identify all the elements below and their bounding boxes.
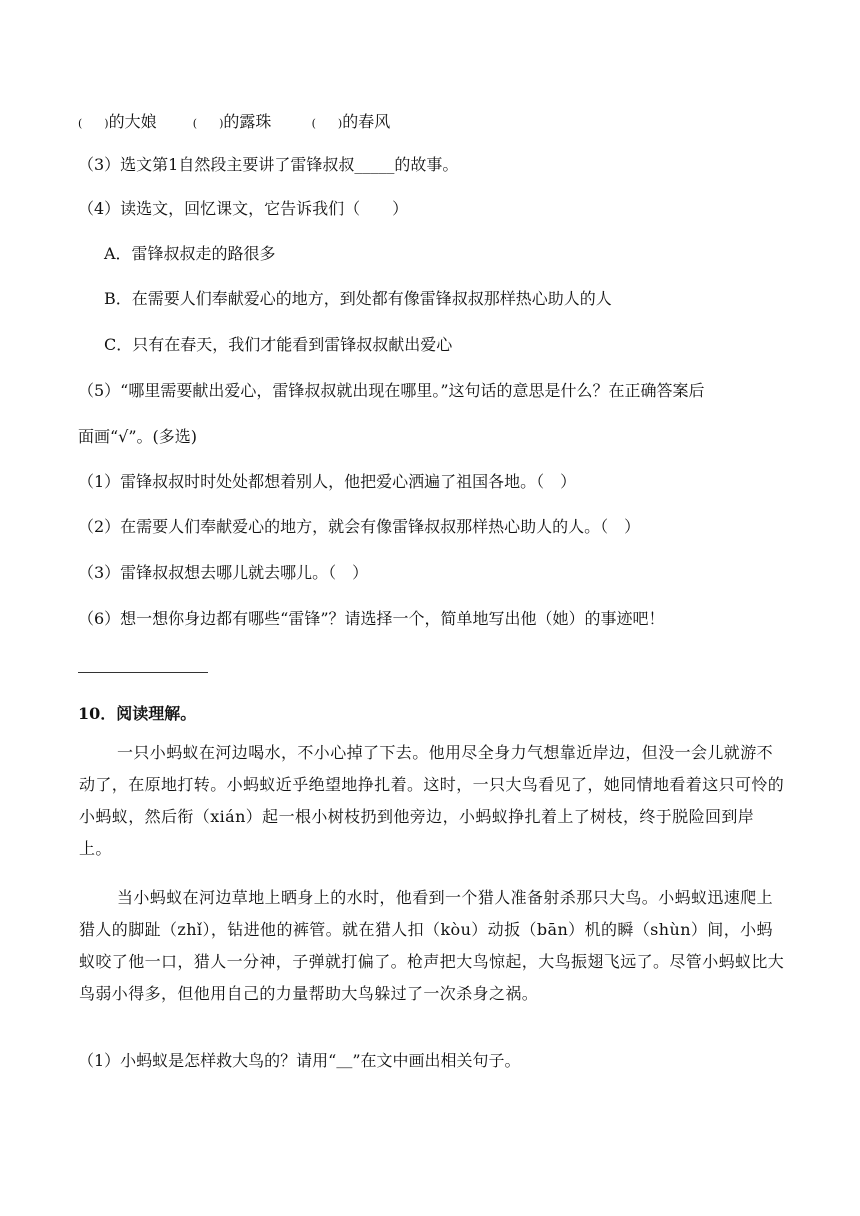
blank-3[interactable]: ( ) <box>311 117 343 130</box>
fill-in-row <box>78 111 390 135</box>
question-6: （6）想一想你身边都有哪些“雷锋”？请选择一个，简单地写出他（她）的事迹吧！ <box>78 609 665 628</box>
section-10-title: 10．阅读理解。 <box>78 704 197 723</box>
blank-2[interactable]: ( ) <box>192 117 224 130</box>
question-4: （4）读选文，回忆课文，它告诉我们（ ） <box>78 199 409 218</box>
q5-item-3[interactable]: （3）雷锋叔叔想去哪儿就去哪儿。（ ） <box>78 563 369 582</box>
section-10-question-1: （1）小蚂蚁是怎样救大鸟的？请用“＿”在文中画出相关句子。 <box>78 1051 521 1070</box>
blank-1[interactable]: ( ) <box>78 117 109 130</box>
question-5-line-2: 面画“√”。(多选) <box>78 427 198 446</box>
passage-paragraph-1: 一只小蚂蚁在河边喝水，不小心掉了下去。他用尽全身力气想靠近岸边，但没一会儿就游不动了，在原地打转。小蚂蚁近乎绝望地挣扎着。这时，一只大鸟看见了，她同情地看着这只可怜的小蚂蚁，然后衔（xián）起一根小树枝扔到他旁边，小蚂蚁挣扎着上了树枝，终于脱险回到岸上。 <box>79 743 785 858</box>
q5-item-1[interactable]: （1）雷锋叔叔时时处处都想着别人，他把爱心洒遍了祖国各地。（ ） <box>78 472 577 491</box>
fill-text-3: 的春风 <box>342 112 391 131</box>
fill-text-2: 的露珠 <box>223 112 272 131</box>
option-a[interactable]: A．雷锋叔叔走的路很多 <box>104 244 276 263</box>
question-3: （3）选文第1自然段主要讲了雷锋叔叔_____的故事。 <box>78 155 459 174</box>
q5-item-2[interactable]: （2）在需要人们奉献爱心的地方，就会有像雷锋叔叔那样热心助人的人。（ ） <box>78 517 641 536</box>
answer-line[interactable] <box>78 672 208 673</box>
option-c[interactable]: C．只有在春天，我们才能看到雷锋叔叔献出爱心 <box>104 335 453 354</box>
fill-text-1: 的大娘 <box>108 112 157 131</box>
option-b[interactable]: B．在需要人们奉献爱心的地方，到处都有像雷锋叔叔那样热心助人的人 <box>104 289 612 308</box>
passage-paragraph-2: 当小蚂蚁在河边草地上晒身上的水时，他看到一个猎人准备射杀那只大鸟。小蚂蚁迅速爬上猎人的脚趾（zhǐ），钻进他的裤管。就在猎人扣（kòu）动扳（bān）机的瞬（shùn）间，小蚂蚁咬了他一口，猎人一分神，子弹就打偏了。枪声把大鸟惊起，大鸟振翅飞远了。尽管小蚂蚁比大鸟弱小得多，但他用自己的力量帮助大鸟躲过了一次杀身之祸。 <box>79 888 785 1003</box>
question-5-line-1: （5）“哪里需要献出爱心，雷锋叔叔就出现在哪里。”这句话的意思是什么？在正确答案后 <box>78 381 705 400</box>
